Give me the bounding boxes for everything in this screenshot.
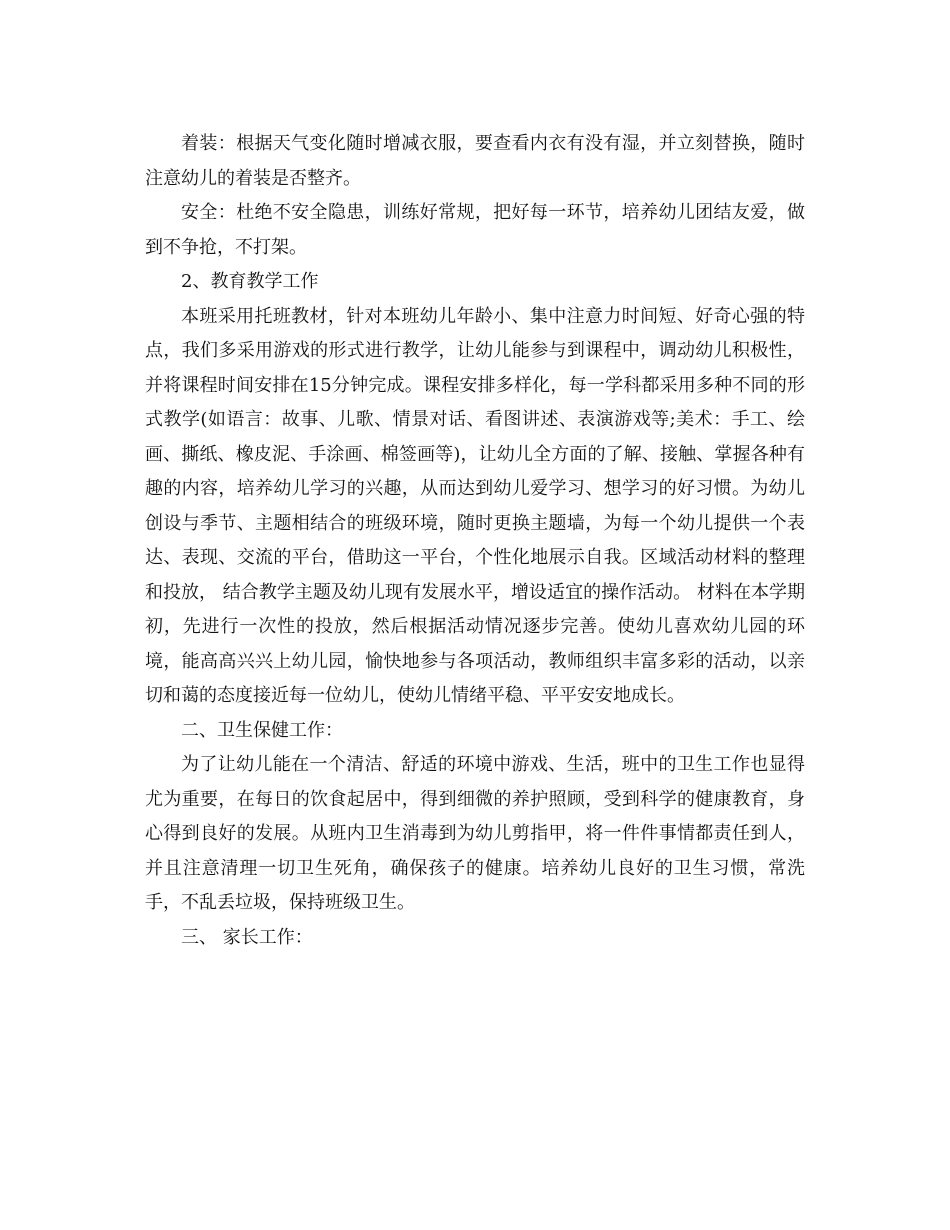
paragraph-health-care: 为了让幼儿能在一个清洁、舒适的环境中游戏、生活，班中的卫生工作也显得尤为重要，在每日的饮食起居中，得到细微的养护照顾，受到科学的健康教育，身心得到良好的发展。从班内卫生消毒到为幼儿剪指甲，将一件件事情都责任到人，并且注意清理一切卫生死角，确保孩子的健康。培养幼儿良好的卫生习惯，常洗手，不乱丢垃圾，保持班级卫生。	[145, 754, 805, 913]
paragraph-safety: 安全：杜绝不安全隐患，训练好常规，把好每一环节，培养幼儿团结友爱，做到不争抢，不打架。	[145, 202, 805, 258]
heading-parent-work: 三、 家长工作：	[181, 926, 313, 948]
paragraph-clothing: 着装：根据天气变化随时增减衣服，要查看内衣有没有湿，并立刻替换，随时注意幼儿的着装是否整齐。	[145, 133, 805, 189]
paragraph-education-teaching: 本班采用托班教材，针对本班幼儿年龄小、集中注意力时间短、好奇心强的特点，我们多采用游戏的形式进行教学，让幼儿能参与到课程中，调动幼儿积极性，并将课程时间安排在15分钟完成。课程安排多样化，每一学科都采用多种不同的形式教学(如语言：故事、儿歌、情景对话、看图讲述、表演游戏等;美术：手工、绘画、撕纸、橡皮泥、手涂画、棉签画等)，让幼儿全方面的了解、接触、掌握各种有趣的内容，培养幼儿学习的兴趣，从而达到幼儿爱学习、想学习的好习惯。为幼儿创设与季节、主题相结合的班级环境，随时更换主题墙，为每一个幼儿提供一个表达、表现、交流的平台，借助这一平台，个性化地展示自我。区域活动材料的整理和投放， 结合教学主题及幼儿现有发展水平，增设适宜的操作活动。 材料在本学期初，先进行一次性的投放，然后根据活动情况逐步完善。使幼儿喜欢幼儿园的环境，能高高兴兴上幼儿园，愉快地参与各项活动，教师组织丰富多彩的活动，以亲切和蔼的态度接近每一位幼儿，使幼儿情绪平稳、平平安安地成长。	[145, 305, 805, 706]
heading-health-care: 二、卫生保健工作：	[181, 719, 343, 741]
document-body	[145, 127, 805, 955]
heading-education-teaching: 2、教育教学工作	[181, 271, 319, 292]
